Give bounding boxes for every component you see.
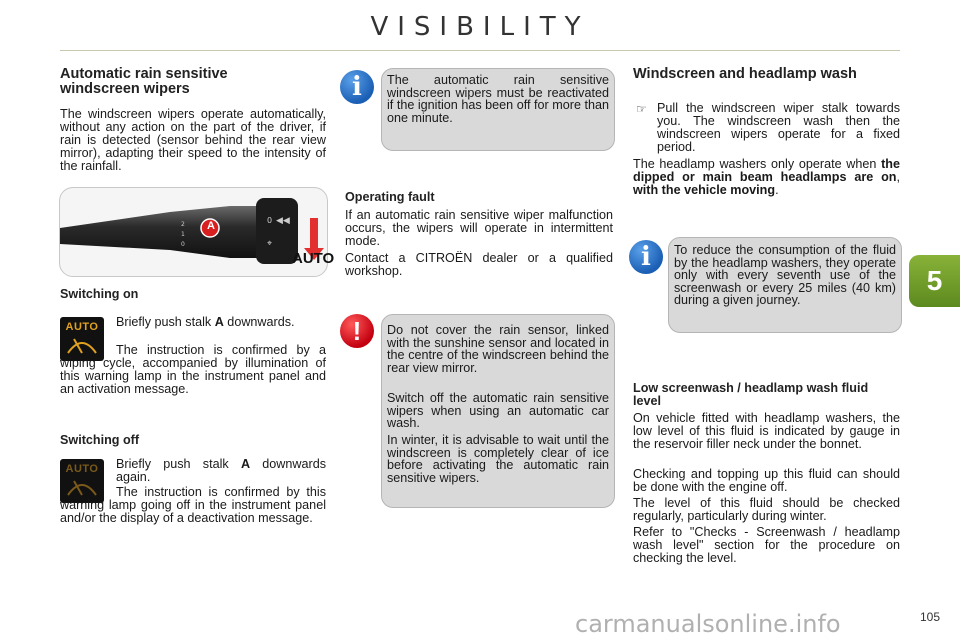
switching-on-step1: Briefly push stalk A downwards.: [116, 315, 295, 329]
svg-text:2: 2: [181, 221, 185, 228]
low-fluid-text-2: Checking and topping up this fluid can should be done with the engine off.: [633, 467, 900, 494]
auto-lamp-text-off: AUTO: [65, 463, 99, 475]
svg-text:0: 0: [267, 216, 273, 225]
stalk-label-a: A: [207, 220, 215, 232]
consumption-info-text: To reduce the consumption of the fluid by the headlamp washers, they operate only with every seventh use of the screenwash or every 25 miles (40 km) during a given journey.: [674, 243, 896, 307]
page-title: VISIBILITY: [370, 12, 590, 42]
stalk-label-auto: AUTO: [292, 250, 335, 267]
svg-text:1: 1: [181, 231, 185, 238]
contact-dealer-text: Contact a CITROËN dealer or a qualified workshop.: [345, 251, 613, 278]
page-number: 105: [919, 610, 940, 624]
info-icon-right: i: [629, 240, 663, 274]
svg-text:0: 0: [181, 241, 185, 248]
header-divider: [60, 50, 900, 51]
warning-text-3: In winter, it is advisable to wait until the windscreen is completely clear of ice before activating the automatic rain sensitive wipers.: [387, 433, 609, 485]
rain-wipers-heading: Automatic rain sensitive windscreen wipers: [60, 66, 228, 97]
consumption-info-box: [668, 237, 902, 333]
wiper-stalk-svg: [60, 188, 327, 276]
bullet-arrow-icon: ☞: [636, 102, 647, 116]
svg-text:⌖: ⌖: [267, 239, 273, 249]
headlamp-washer-condition: The headlamp washers only operate when the dipped or main beam headlamps are on, with the vehicle moving.: [633, 157, 900, 197]
reactivation-info-box: [381, 68, 615, 151]
chapter-tab[interactable]: 5: [909, 255, 960, 307]
switching-off-heading: Switching off: [60, 433, 140, 447]
operating-fault-text: If an automatic rain sensitive wiper malfunction occurs, the wipers will operate in intermittent mode.: [345, 208, 613, 248]
low-fluid-text-3: The level of this fluid should be checked regularly, particularly during winter.: [633, 496, 900, 523]
sensor-warning-box: [381, 314, 615, 508]
rain-wipers-intro: The windscreen wipers operate automatically, without any action on the part of the driver, if rain is detected (sensor behind the rear view mirror), adapting their speed to the intensity of the rainfall.: [60, 107, 326, 173]
switching-on-heading: Switching on: [60, 287, 139, 301]
headlamp-wash-heading: Windscreen and headlamp wash: [633, 66, 857, 82]
info-icon: i: [340, 70, 374, 104]
watermark: carmanualsonline.info: [575, 610, 841, 638]
svg-text:◀◀: ◀◀: [276, 216, 290, 226]
wash-instruction: Pull the windscreen wiper stalk towards you. The windscreen wash then the windscreen wipers operate for a fixed period.: [657, 101, 900, 154]
low-fluid-text-1: On vehicle fitted with headlamp washers, the low level of this fluid is indicated by gauge in the reservoir filler neck under the bonnet.: [633, 411, 900, 451]
switching-off-step1: Briefly push stalk A downwards again.: [116, 457, 326, 484]
low-fluid-heading: Low screenwash / headlamp wash fluid level: [633, 381, 869, 408]
warning-text-2: Switch off the automatic rain sensitive wipers when using an automatic car wash.: [387, 391, 609, 430]
warning-text-1: Do not cover the rain sensor, linked with the sunshine sensor and located in the centre of the windscreen behind the rear view mirror.: [387, 323, 609, 375]
switching-off-step2: The instruction is confirmed by this warning lamp going off in the instrument panel and/or the display of a deactivation message.: [60, 485, 326, 525]
low-fluid-text-4: Refer to "Checks - Screenwash / headlamp wash level" section for the procedure on checking the level.: [633, 525, 900, 565]
wiper-stalk-illustration: [59, 187, 335, 277]
reactivation-info-text: The automatic rain sensitive windscreen wipers must be reactivated if the ignition has been off for more than one minute.: [387, 73, 609, 125]
warning-icon: !: [340, 314, 374, 348]
operating-fault-heading: Operating fault: [345, 190, 435, 204]
auto-lamp-text-on: AUTO: [65, 321, 99, 333]
switching-on-step2: The instruction is confirmed by a wiping cycle, accompanied by illumination of this warning lamp in the instrument panel and an activation message.: [60, 343, 326, 396]
